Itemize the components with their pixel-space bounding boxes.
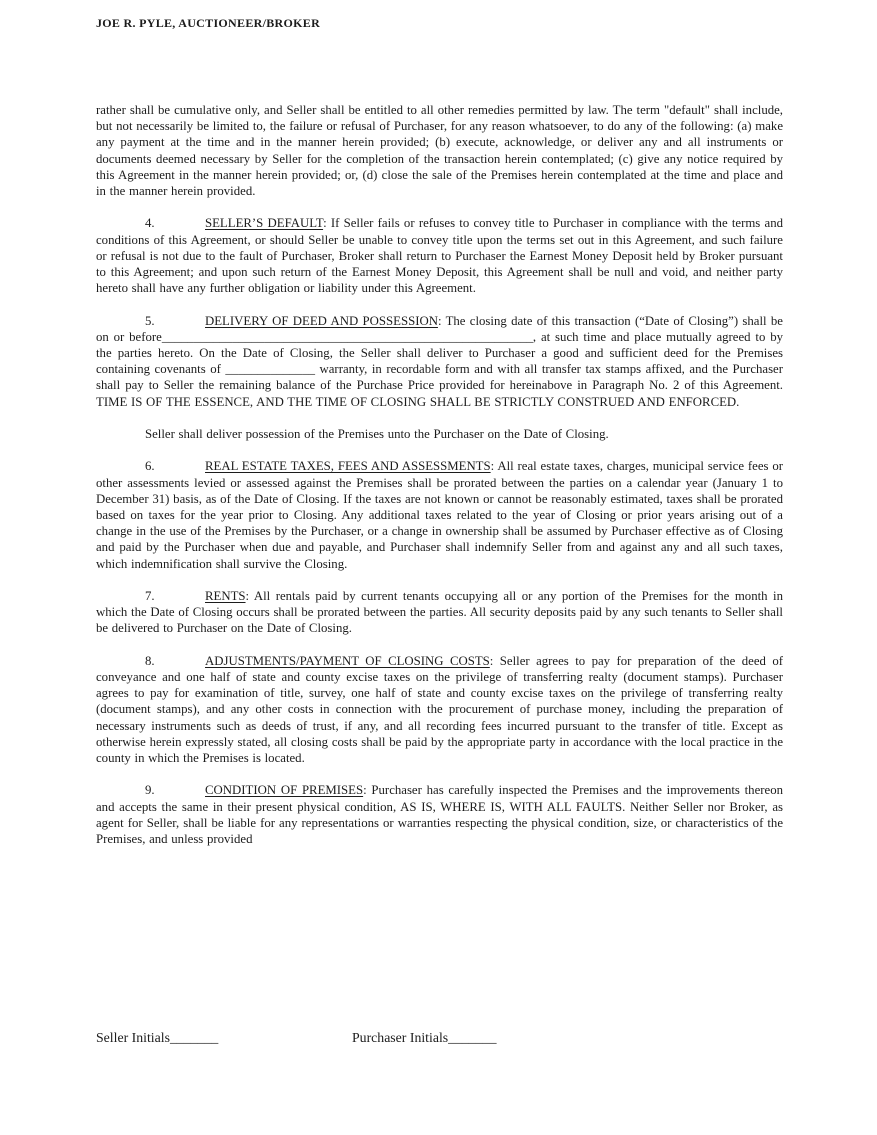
- paragraph-body: : All rentals paid by current tenants occupying all or any portion of the Premises for the month in which the Date of Closing occurs shall be prorated between the parties. All security deposits paid by any such tenants to Seller shall be delivered to Purchaser on the Date of Closing.: [96, 589, 783, 636]
- paragraph-body: : Seller agrees to pay for preparation of the deed of conveyance and one half of state and county excise taxes on the privilege of transferring realty (document stamps). Purchaser agrees to pay for examination of title, survey, one half of state and county excise taxes on the privilege of transferring realty (document stamps), and any other costs in connection with the procurement of purchase money, including the preparation of necessary instruments such as deeds of trust, if any, and all recording fees incurred pursuant to the transfer of title. Except as otherwise herein expressly stated, all closing costs shall be paid by the appropriate party in accordance with the local practice in the county in which the Premises is located.: [96, 653, 783, 766]
- paragraph-text: rather shall be cumulative only, and Seller shall be entitled to all other remedies permitted by law. The term "default" shall include, but not necessarily be limited to, the failure or refusal of Purchaser, for any reason whatsoever, to do any of the following: (a) make any payment at the time and in the manner herein provided; (b) execute, acknowledge, or deliver any and all instruments or documents deemed necessary by Seller for the completion of the transaction herein contemplated; (c) give any notice required by this Agreement in the manner herein provided; or, (d) close the sale of the Premises herein contemplated at the time and place and in the manner herein provided.: [96, 103, 783, 199]
- paragraph-6-real-estate-taxes: [96, 458, 783, 571]
- paragraph-heading: REAL ESTATE TAXES, FEES AND ASSESSMENTS: [205, 459, 491, 474]
- paragraph-number: 7.: [145, 589, 155, 604]
- seller-initials: [96, 1030, 218, 1046]
- document-body: [96, 102, 783, 863]
- paragraph-4-sellers-default: [96, 215, 783, 296]
- paragraph-heading: DELIVERY OF DEED AND POSSESSION: [205, 313, 438, 328]
- paragraph-heading: SELLER’S DEFAULT: [205, 216, 324, 231]
- paragraph-7-rents: [96, 588, 783, 637]
- purchaser-initials-blank: _______: [448, 1030, 497, 1045]
- document-header-title: JOE R. PYLE, AUCTIONEER/BROKER: [96, 16, 321, 30]
- paragraph-9-condition-of-premises: [96, 782, 783, 847]
- paragraph-heading: CONDITION OF PREMISES: [205, 783, 364, 798]
- paragraph-text: Seller shall deliver possession of the Premises unto the Purchaser on the Date of Closing.: [145, 427, 609, 442]
- paragraph-number: 6.: [145, 459, 155, 474]
- paragraph-heading: RENTS: [205, 589, 246, 604]
- paragraph-number: 8.: [145, 653, 155, 668]
- paragraph-body: : If Seller fails or refuses to convey title to Purchaser in compliance with the terms and conditions of this Agreement, or should Seller be unable to convey title upon the terms set out in this Agreement, and such failure or refusal is not due to the fault of Purchaser, Broker shall return to Purchaser the Earnest Money Deposit held by Broker pursuant to this Agreement; and upon such return of the Earnest Money Deposit, this Agreement shall be null and void, and neither party hereto shall have any further obligation or liability under this Agreement.: [96, 216, 783, 296]
- paragraph-8-closing-costs: [96, 653, 783, 766]
- purchaser-initials-label: Purchaser Initials: [352, 1030, 449, 1045]
- paragraph-number: 9.: [145, 783, 155, 798]
- paragraph-number: 5.: [145, 313, 155, 328]
- paragraph-body: : Purchaser has carefully inspected the Premises and the improvements thereon and accepts the same in their present physical condition, AS IS, WHERE IS, WITH ALL FAULTS. Neither Seller nor Broker, as agent for Seller, shall be liable for any representations or warranties respecting the physical condition, size, or characteristics of the Premises, and unless provided: [96, 783, 783, 847]
- paragraph-5-delivery-of-deed: [96, 313, 783, 410]
- paragraph-body: : The closing date of this transaction (“Date of Closing”) shall be on or before__________________________________________________________, at such time and place mutually agreed to by the parties hereto. On the Date of Closing, the Seller shall deliver to Purchaser a good and sufficient deed for the Premises containing covenants of ______________ warranty, in recordable form and with all transfer tax stamps affixed, and the Purchaser shall pay to Seller the remaining balance of the Purchase Price provided for hereinabove in Paragraph No. 2 of this Agreement. TIME IS OF THE ESSENCE, AND THE TIME OF CLOSING SHALL BE STRICTLY CONSTRUED AND ENFORCED.: [96, 313, 783, 409]
- paragraph-heading: ADJUSTMENTS/PAYMENT OF CLOSING COSTS: [205, 653, 490, 668]
- paragraph-number: 4.: [145, 216, 155, 231]
- paragraph-possession: [96, 426, 783, 442]
- paragraph-body: : All real estate taxes, charges, municipal service fees or other assessments levied or assessed against the Premises shall be prorated between the parties on a calendar year (January 1 to December 31) basis, as of the Date of Closing. If the taxes are not known or cannot be reasonably estimated, taxes shall be prorated based on taxes for the year prior to Closing. Any additional taxes related to the year of Closing or prior years arising out of a change in the use of the Premises by the Purchaser, or a change in ownership shall be assumed by Purchaser effective as of Closing and paid by the Purchaser when due and payable, and Purchaser shall indemnify Seller from and against any and all such taxes, which indemnification shall survive the Closing.: [96, 459, 783, 571]
- seller-initials-label: Seller Initials: [96, 1030, 170, 1045]
- seller-initials-blank: _______: [169, 1030, 219, 1045]
- purchaser-initials: [352, 1030, 496, 1046]
- paragraph-continuation-default: [96, 102, 783, 199]
